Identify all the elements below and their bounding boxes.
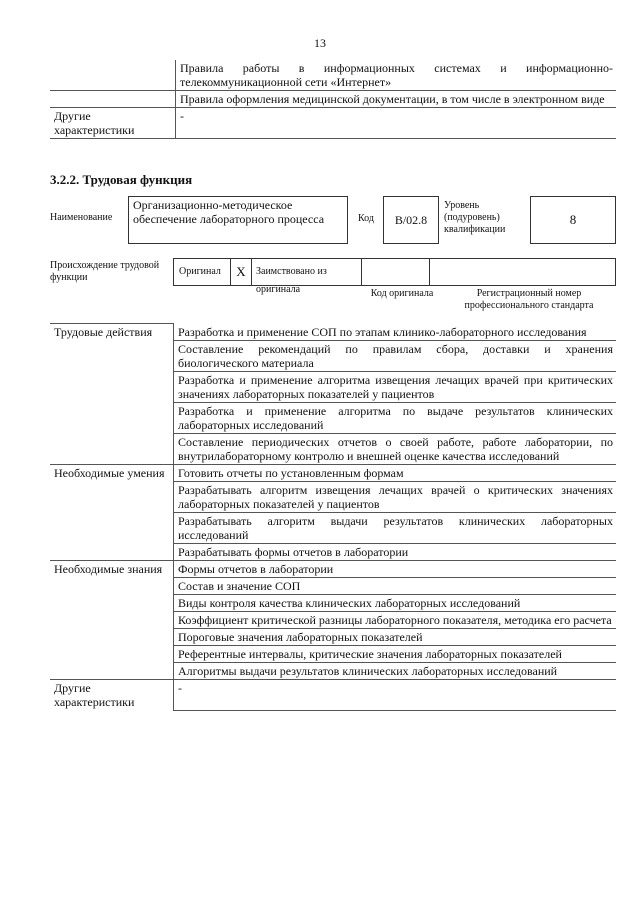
section-title: 3.2.2. Трудовая функция <box>50 172 193 187</box>
label-cell <box>50 91 176 108</box>
table-row <box>50 464 616 481</box>
table-cell: Формы отчетов в лаборатории <box>174 560 617 577</box>
table-row <box>50 108 616 139</box>
table-cell: Пороговые значения лабораторных показателей <box>174 628 617 645</box>
table-cell: Правила работы в информационных системах и информационно-телекоммуникационной сети «Интернет» <box>176 60 617 91</box>
table-cell: Разрабатывать алгоритм извещения лечащих врачей о критических значениях лабораторных показателей у пациентов <box>174 481 617 512</box>
table-cell: - <box>176 108 617 139</box>
label-cell <box>50 60 176 91</box>
code-label: Код <box>358 213 374 224</box>
function-code-box: B/02.8 <box>383 196 439 244</box>
table-cell: Алгоритмы выдачи результатов клинических лабораторных исследований <box>174 662 617 679</box>
table-cell: Правила оформления медицинской документации, в том числе в электронном виде <box>176 91 617 108</box>
group-label-labor-actions: Трудовые действия <box>50 324 174 465</box>
table-cell: Составление периодических отчетов о своей работе, работе лаборатории, по внутрилабораторному контролю и внешней оценке качества исследований <box>174 433 617 464</box>
origin-label: Происхождение трудовой функции <box>50 260 160 283</box>
table-cell: Состав и значение СОП <box>174 577 617 594</box>
labor-function-table <box>50 323 616 711</box>
table-row <box>50 679 616 710</box>
table-row <box>50 91 616 108</box>
level-label: Уровень (подуровень) квалификации <box>444 200 506 235</box>
table-cell: Разработка и применение алгоритма извещения лечащих врачей при критических значениях лабораторных показателей у пациентов <box>174 371 617 402</box>
borrowed-label: Заимствовано из оригинала <box>256 266 327 295</box>
original-code-cell <box>361 258 430 286</box>
group-label-other: Другие характеристики <box>50 679 174 710</box>
code-original-label: Код оригинала <box>370 288 434 299</box>
qualification-level-box: 8 <box>530 196 616 244</box>
group-label-skills: Необходимые умения <box>50 464 174 560</box>
original-cell <box>173 258 231 286</box>
table-cell: Референтные интервалы, критические значения лабораторных показателей <box>174 645 617 662</box>
original-mark-cell: X <box>230 258 252 286</box>
other-characteristics-label: Другие характеристики <box>50 108 176 139</box>
table-row <box>50 60 616 91</box>
table-cell: Готовить отчеты по установленным формам <box>174 464 617 481</box>
page-number: 13 <box>314 36 326 50</box>
table-row <box>50 560 616 577</box>
function-name-box: Организационно-методическое обеспечение лабораторного процесса <box>128 196 348 244</box>
table-cell: Разрабатывать алгоритм выдачи результатов клинических лабораторных исследований <box>174 512 617 543</box>
skills-continuation-table <box>50 60 616 139</box>
table-row <box>50 324 616 341</box>
table-cell: Разработка и применение СОП по этапам клинико-лабораторного исследования <box>174 324 617 341</box>
original-label: Оригинал <box>179 266 221 277</box>
name-label: Наименование <box>50 212 113 223</box>
group-label-knowledge: Необходимые знания <box>50 560 174 679</box>
table-cell: Разрабатывать формы отчетов в лаборатории <box>174 543 617 560</box>
table-cell: - <box>174 679 617 710</box>
borrowed-cell <box>251 258 362 295</box>
reg-number-label: Регистрационный номер профессионального стандарта <box>464 288 594 311</box>
table-cell: Разработка и применение алгоритма по выдаче результатов клинических лабораторных исследований <box>174 402 617 433</box>
reg-number-cell <box>429 258 616 286</box>
table-cell: Коэффициент критической разницы лабораторного показателя, методика его расчета <box>174 611 617 628</box>
table-cell: Составление рекомендаций по правилам сбора, доставки и хранения биологического материала <box>174 340 617 371</box>
table-cell: Виды контроля качества клинических лабораторных исследований <box>174 594 617 611</box>
